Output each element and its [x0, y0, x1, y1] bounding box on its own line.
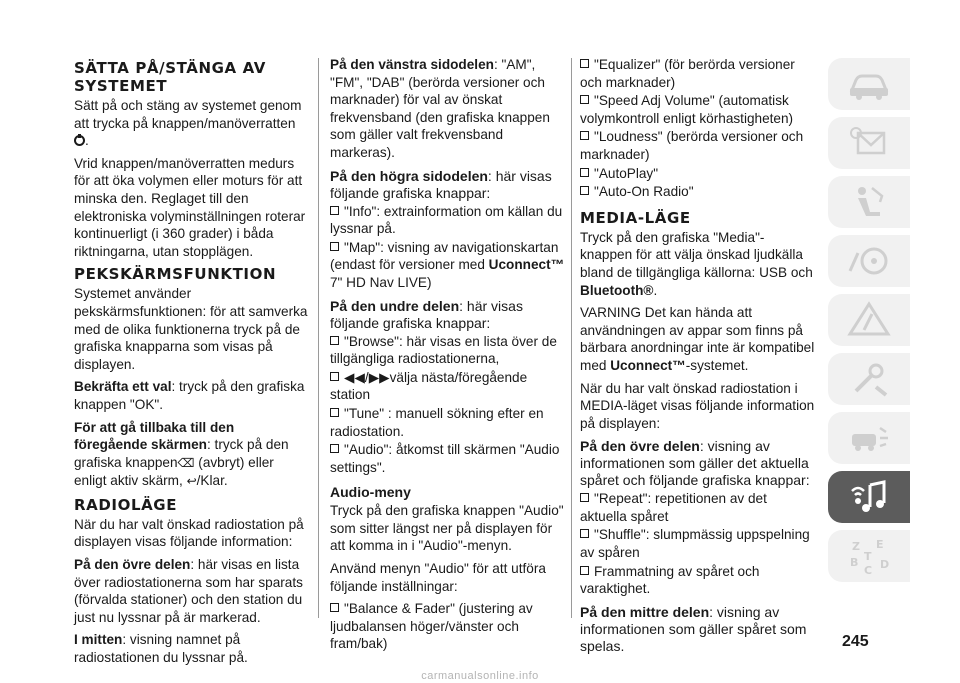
label-upper: På den övre delen: visning av informationen som gäller det aktuella spåret och följande grafiska knappar:	[580, 438, 810, 489]
heading-media: MEDIA-LÄGE	[580, 208, 691, 227]
svg-text:T: T	[864, 550, 872, 563]
bullet-square-icon	[330, 372, 339, 381]
tab-starting[interactable]	[828, 235, 910, 287]
bullet-square-icon	[330, 444, 339, 453]
road-warning-icon	[846, 300, 892, 340]
bullet-square-icon	[580, 168, 589, 177]
bullet-square-icon	[330, 603, 339, 612]
paragraph-confirm: Bekräfta ett val: tryck på den grafiska knappen "OK".	[74, 379, 305, 412]
next-icon: ▶▶	[368, 369, 390, 385]
page-number: 245	[842, 633, 869, 650]
svg-text:E: E	[876, 538, 884, 551]
paragraph-audio2: Använd menyn "Audio" för att utföra följande inställningar:	[330, 561, 546, 594]
back-arrow-icon: ↩	[186, 474, 197, 489]
paragraph-warning: VARNING Det kan hända att användningen av appar som finns på bärbara anordningar inte är kompatibel med Uconnect™-systemet.	[580, 305, 815, 373]
footer-watermark: carmanualsonline.info	[421, 670, 539, 682]
warning-light-icon	[846, 123, 892, 163]
bullet-square-icon	[580, 186, 589, 195]
previous-icon: ◀◀	[344, 369, 365, 385]
label-right-side: På den högra sidodelen: här visas följande grafiska knappar:	[330, 167, 552, 201]
paragraph-touch: Systemet använder pekskärmsfunktionen: för att samverka med de olika funktionerna tryck på de grafiska knapparna som visas på displayen.	[74, 286, 308, 372]
bullet-square-icon	[580, 493, 589, 502]
list-item: "Map": visning av navigationskartan (endast för versioner med Uconnect™ 7" HD Nav LIVE)	[330, 239, 565, 290]
list-item: "Tune" : manuell sökning efter en radiostation.	[330, 405, 544, 439]
tab-multimedia[interactable]	[828, 471, 910, 523]
index-letters-icon	[846, 536, 892, 576]
tab-car[interactable]	[828, 58, 910, 110]
list-item: "AutoPlay"	[580, 165, 816, 183]
paragraph-middle: I mitten: visning namnet på radiostationen du lyssnar på.	[74, 632, 248, 666]
label-middle: På den mittre delen: visning av informationen som gäller spåret som spelas.	[580, 603, 807, 654]
list-item: "Audio": åtkomst till skärmen "Audio settings".	[330, 442, 560, 475]
bullet-square-icon	[330, 242, 339, 251]
list-item: "Auto-On Radio"	[580, 183, 816, 201]
column-2	[330, 56, 566, 654]
multimedia-icon	[846, 477, 892, 517]
paragraph-left-side: På den vänstra sidodelen: "AM", "FM", "DAB" (berörda versioner och marknader) för val av önskat frekvensband (den grafiska knappen som gäller valt frekvensband markeras).	[330, 57, 550, 160]
bullet-square-icon	[580, 131, 589, 140]
steering-wheel-icon	[846, 241, 892, 281]
heading-touch: PEKSKÄRMSFUNKTION	[74, 265, 277, 284]
bullet-square-icon	[330, 408, 339, 417]
cancel-icon: ⌫	[177, 455, 195, 470]
car-icon	[846, 64, 892, 104]
tab-index[interactable]	[828, 530, 910, 582]
bullet-square-icon	[580, 59, 589, 68]
tab-safety[interactable]	[828, 176, 910, 228]
paragraph-system-onoff: Sätt på och stäng av systemet genom att trycka på knappen/manöverratten .	[74, 98, 302, 149]
bullet-square-icon	[580, 95, 589, 104]
knob-icon	[74, 135, 85, 146]
svg-text:D: D	[880, 558, 890, 571]
car-crash-icon	[846, 418, 892, 458]
svg-text:Z: Z	[852, 540, 860, 553]
list-item: "Info": extrainformation om källan du lyssnar på.	[330, 203, 563, 237]
list-item: "Balance & Fader" (justering av ljudbalansen höger/vänster och fram/bak)	[330, 601, 533, 652]
tab-maintenance[interactable]	[828, 353, 910, 405]
tab-warning-lights[interactable]	[828, 117, 910, 169]
heading-system-onoff: SÄTTA PÅ/STÄNGA AV SYSTEMET	[74, 59, 266, 95]
svg-text:C: C	[864, 564, 873, 576]
service-tools-icon	[846, 359, 892, 399]
list-item: "Shuffle": slumpmässig uppspelning av spåren	[580, 527, 810, 561]
list-item: "Browse": här visas en lista över de tillgängliga radiostationerna,	[330, 333, 557, 367]
bullet-square-icon	[580, 566, 589, 575]
column-divider	[318, 58, 319, 618]
list-item: "Loudness" (berörda versioner och marknader)	[580, 129, 804, 162]
list-item: ◀◀/▶▶välja nästa/föregående station	[330, 369, 528, 403]
paragraph-media2: När du har valt önskad radiostation i MEDIA-läget visas följande information på displayen:	[580, 380, 815, 431]
tab-technical[interactable]	[828, 412, 910, 464]
bullet-square-icon	[330, 206, 339, 215]
list-item: "Equalizer" (för berörda versioner och marknader)	[580, 57, 795, 90]
bullet-square-icon	[330, 336, 339, 345]
paragraph-media: Tryck på den grafiska "Media"-knappen för att välja önskad ljudkälla bland de tillgängliga källorna: USB och Bluetooth®.	[580, 229, 813, 298]
paragraph-upper: På den övre delen: här visas en lista över radiostationerna som har sparats (förvalda stationer) och den station du just nu lyssnar på är markerad.	[74, 557, 303, 625]
svg-text:B: B	[850, 556, 859, 569]
heading-audio-menu: Audio-meny	[330, 484, 411, 501]
chapter-sidebar	[828, 58, 910, 589]
bullet-square-icon	[580, 529, 589, 538]
paragraph-knob: Vrid knappen/manöverratten medurs för att öka volymen eller moturs för att minska den. Reglaget till den elektroniska volyminställningen roterar kontinuerligt (i 360 grader) i båda riktningarna, utan stopplägen.	[74, 155, 306, 259]
label-lower-side: På den undre delen: här visas följande grafiska knappar:	[330, 297, 523, 331]
list-item: "Speed Adj Volume" (automatisk volymkontroll enligt körhastigheten)	[580, 93, 794, 126]
column-3	[580, 56, 816, 656]
tab-emergency[interactable]	[828, 294, 910, 346]
column-1	[74, 56, 310, 672]
list-item: Frammatning av spåret och varaktighet.	[580, 563, 760, 597]
paragraph-radio: När du har valt önskad radiostation på displayen visas följande information:	[74, 516, 304, 550]
paragraph-audio1: Tryck på den grafiska knappen "Audio" som sitter längst ner på displayen för att komma in i "Audio"-menyn.	[330, 503, 564, 554]
column-divider	[571, 58, 572, 618]
paragraph-back: För att gå tillbaka till den föregående skärmen: tryck på den grafiska knappen⌫ (avbryt) eller enligt aktiv skärm, ↩/Klar.	[74, 419, 289, 489]
heading-radio: RADIOLÄGE	[74, 495, 178, 514]
list-item: "Repeat": repetitionen av det aktuella spåret	[580, 491, 767, 524]
seat-safety-icon	[846, 182, 892, 222]
